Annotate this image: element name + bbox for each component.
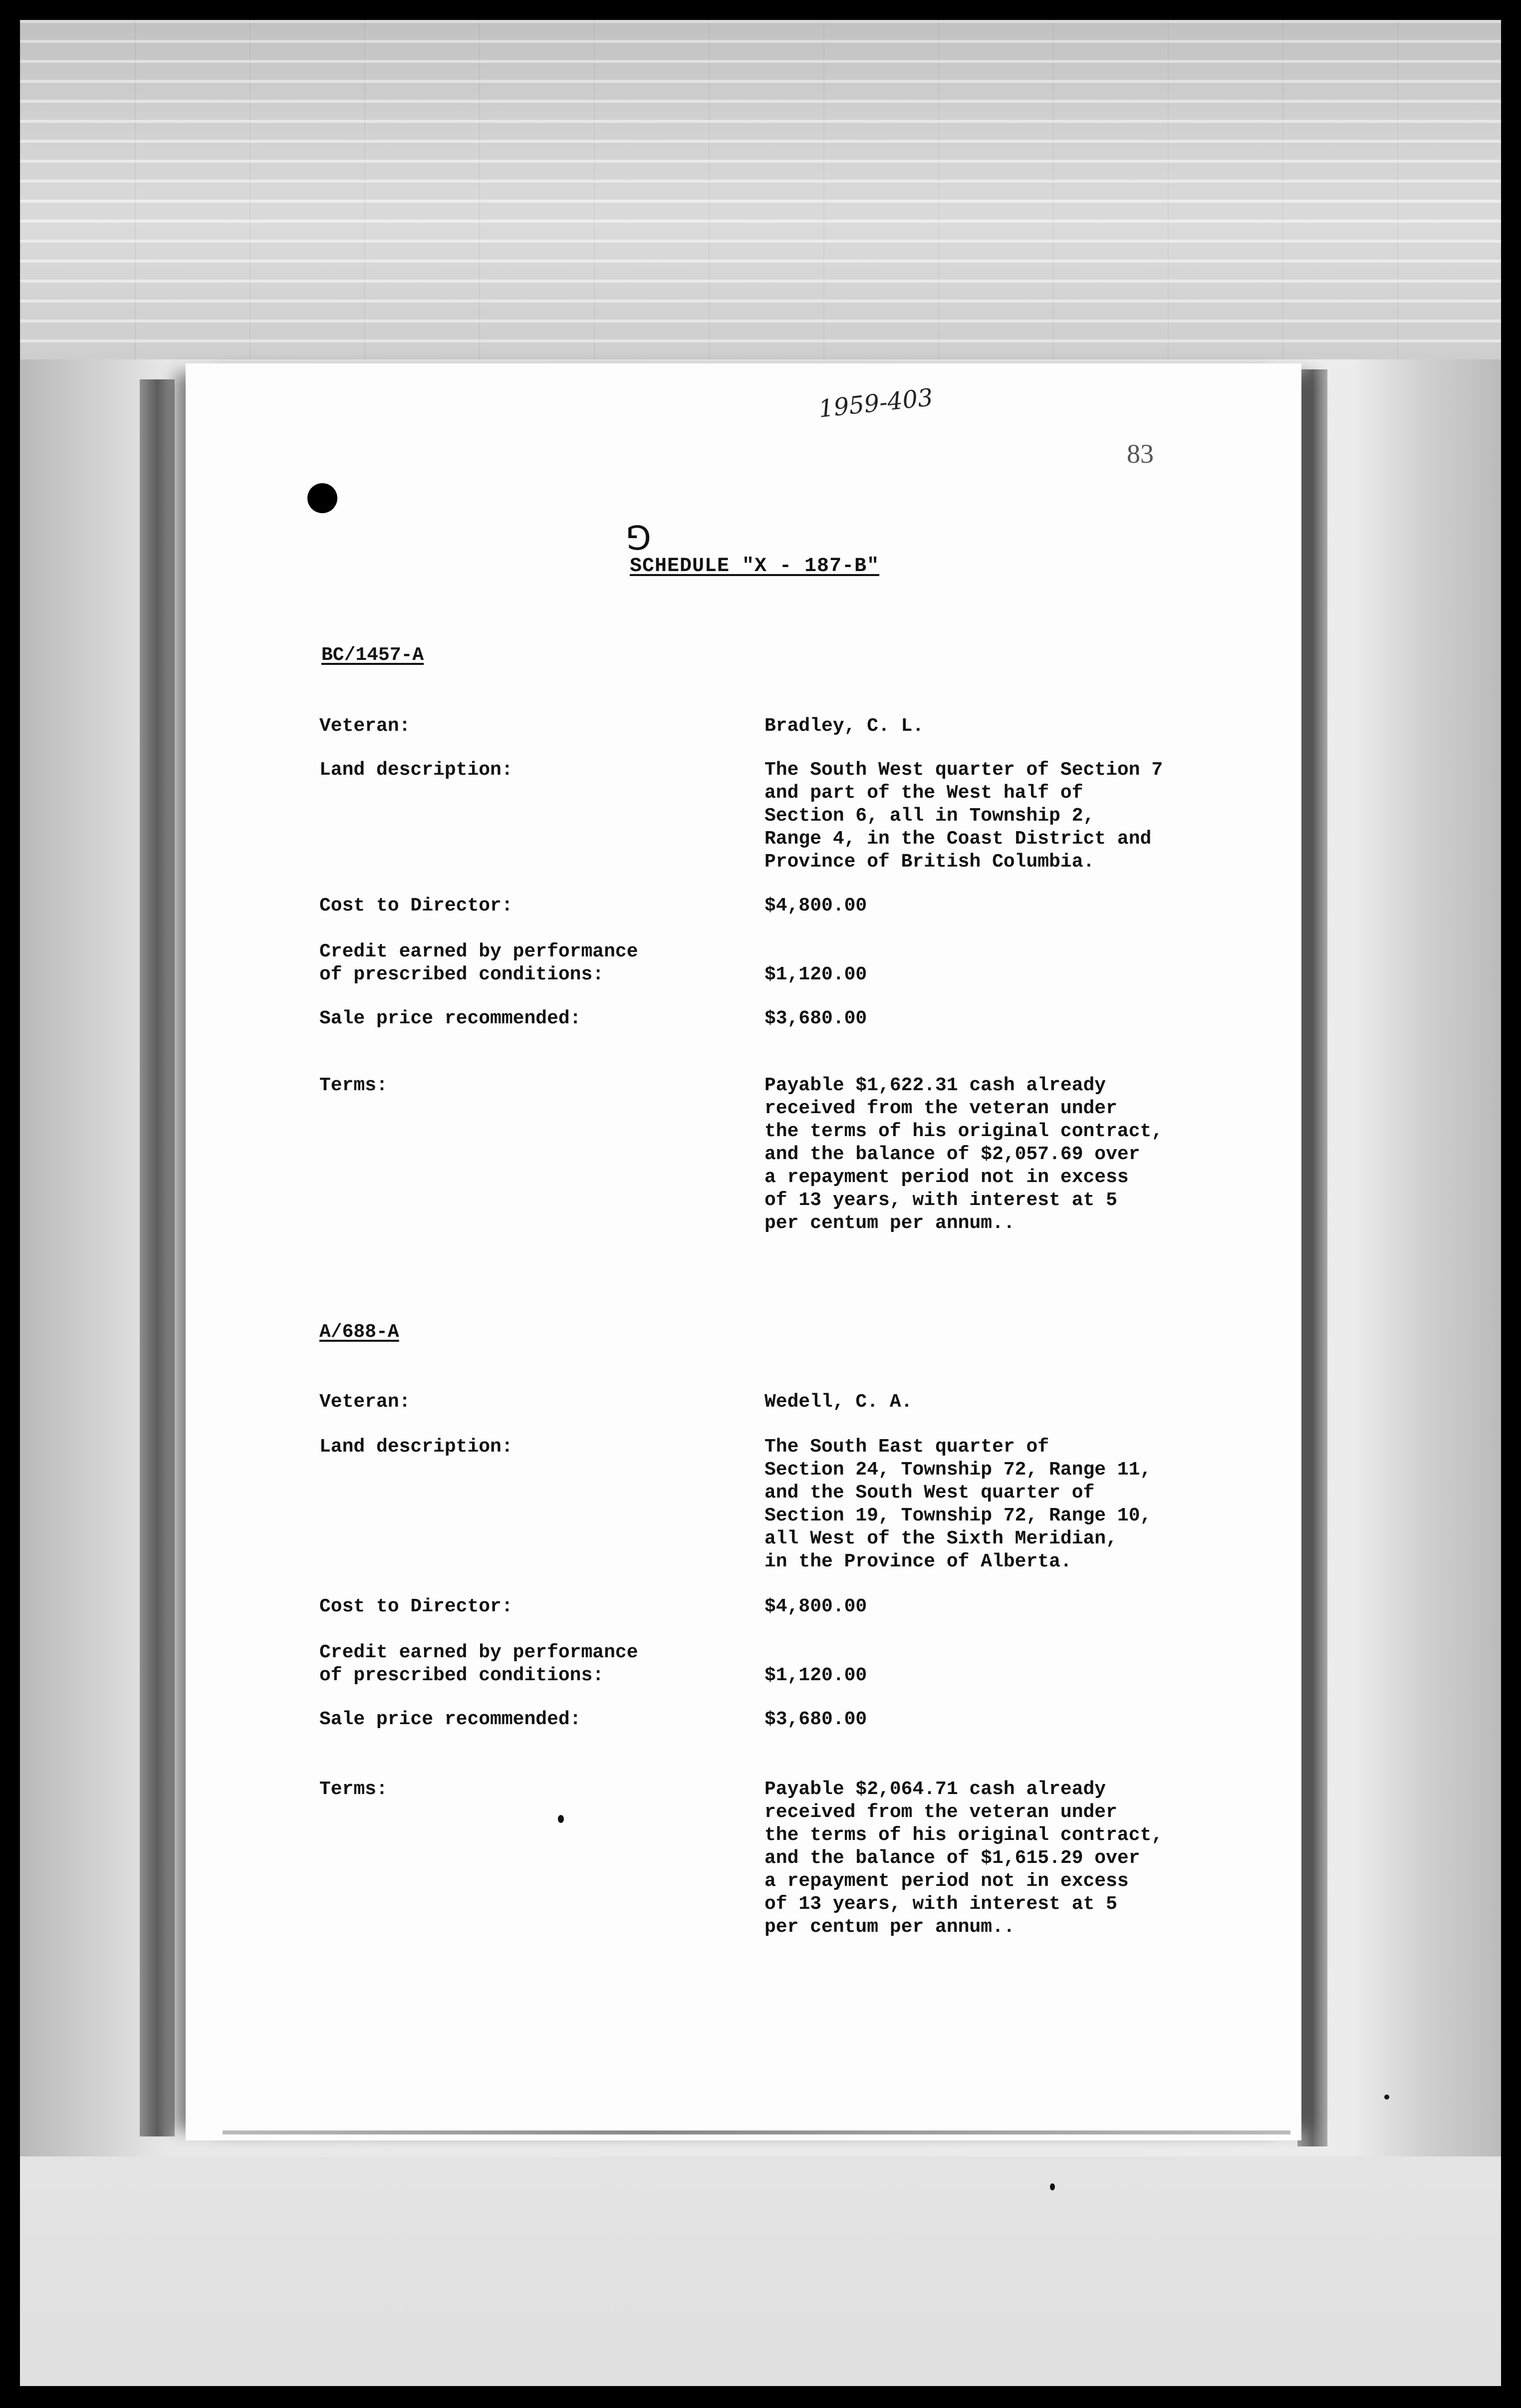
land-description-line: Range 4, in the Coast District and [764, 828, 1152, 850]
terms-line: of 13 years, with interest at 5 [764, 1893, 1117, 1915]
land-description-line: Province of British Columbia. [764, 851, 1095, 873]
schedule-title: SCHEDULE "X - 187-B" [630, 555, 880, 578]
credit-earned-value: $1,120.00 [764, 964, 867, 985]
terms-line: received from the veteran under [764, 1098, 1117, 1119]
cost-to-director-value: $4,800.00 [764, 895, 867, 916]
label-sale-price: Sale price recommended: [319, 1709, 581, 1730]
veteran-name: Wedell, C. A. [764, 1391, 913, 1413]
label-land-description: Land description: [319, 1436, 513, 1458]
terms-line: and the balance of $1,615.29 over [764, 1847, 1140, 1869]
terms-line: the terms of his original contract, [764, 1824, 1163, 1846]
entry-reference: A/688-A [319, 1321, 399, 1343]
entry-reference: BC/1457-A [321, 644, 424, 666]
page-number: 83 [1127, 439, 1154, 469]
dust-speck [1050, 2183, 1055, 2190]
scan-background-bottom [20, 2156, 1501, 2386]
dust-speck [558, 1815, 564, 1823]
label-cost-to-director: Cost to Director: [319, 1596, 513, 1617]
land-description-line: The South East quarter of [764, 1436, 1049, 1458]
label-cost-to-director: Cost to Director: [319, 895, 513, 916]
land-description-line: Section 6, all in Township 2, [764, 805, 1095, 827]
terms-line: and the balance of $2,057.69 over [764, 1144, 1140, 1165]
terms-line: Payable $2,064.71 cash already [764, 1779, 1106, 1800]
terms-line: a repayment period not in excess [764, 1167, 1129, 1188]
terms-line: a repayment period not in excess [764, 1870, 1129, 1892]
land-description-line: all West of the Sixth Meridian, [764, 1528, 1117, 1549]
label-veteran: Veteran: [319, 1391, 411, 1413]
handwritten-note: 1959-403 [817, 383, 935, 423]
punch-hole [307, 483, 337, 513]
scan-background-top [20, 20, 1501, 359]
label-land-description: Land description: [319, 759, 513, 781]
terms-line: received from the veteran under [764, 1802, 1117, 1823]
page-edge-left [140, 379, 175, 2136]
label-credit-earned-line1: Credit earned by performance [319, 941, 638, 962]
terms-line: per centum per annum.. [764, 1916, 1015, 1938]
check-mark: ⅁ [626, 519, 652, 558]
label-credit-earned-line2: of prescribed conditions: [319, 964, 604, 985]
label-terms: Terms: [319, 1779, 388, 1800]
land-description-line: in the Province of Alberta. [764, 1551, 1072, 1572]
page-edge-right [1297, 369, 1327, 2146]
label-terms: Terms: [319, 1075, 388, 1096]
land-description-line: Section 24, Township 72, Range 11, [764, 1459, 1152, 1481]
terms-line: Payable $1,622.31 cash already [764, 1075, 1106, 1096]
document-page [186, 363, 1301, 2140]
label-veteran: Veteran: [319, 715, 411, 737]
land-description-line: Section 19, Township 72, Range 10, [764, 1505, 1152, 1526]
credit-earned-value: $1,120.00 [764, 1665, 867, 1686]
terms-line: the terms of his original contract, [764, 1121, 1163, 1142]
label-credit-earned-line2: of prescribed conditions: [319, 1665, 604, 1686]
label-sale-price: Sale price recommended: [319, 1008, 581, 1029]
land-description-line: and the South West quarter of [764, 1482, 1095, 1504]
label-credit-earned-line1: Credit earned by performance [319, 1642, 638, 1663]
cost-to-director-value: $4,800.00 [764, 1596, 867, 1617]
terms-line: per centum per annum.. [764, 1212, 1015, 1234]
page-bottom-edge [223, 2130, 1290, 2134]
veteran-name: Bradley, C. L. [764, 715, 924, 737]
sale-price-value: $3,680.00 [764, 1008, 867, 1029]
dust-speck [1384, 2095, 1389, 2100]
land-description-line: and part of the West half of [764, 782, 1083, 804]
sale-price-value: $3,680.00 [764, 1709, 867, 1730]
land-description-line: The South West quarter of Section 7 [764, 759, 1163, 781]
terms-line: of 13 years, with interest at 5 [764, 1190, 1117, 1211]
